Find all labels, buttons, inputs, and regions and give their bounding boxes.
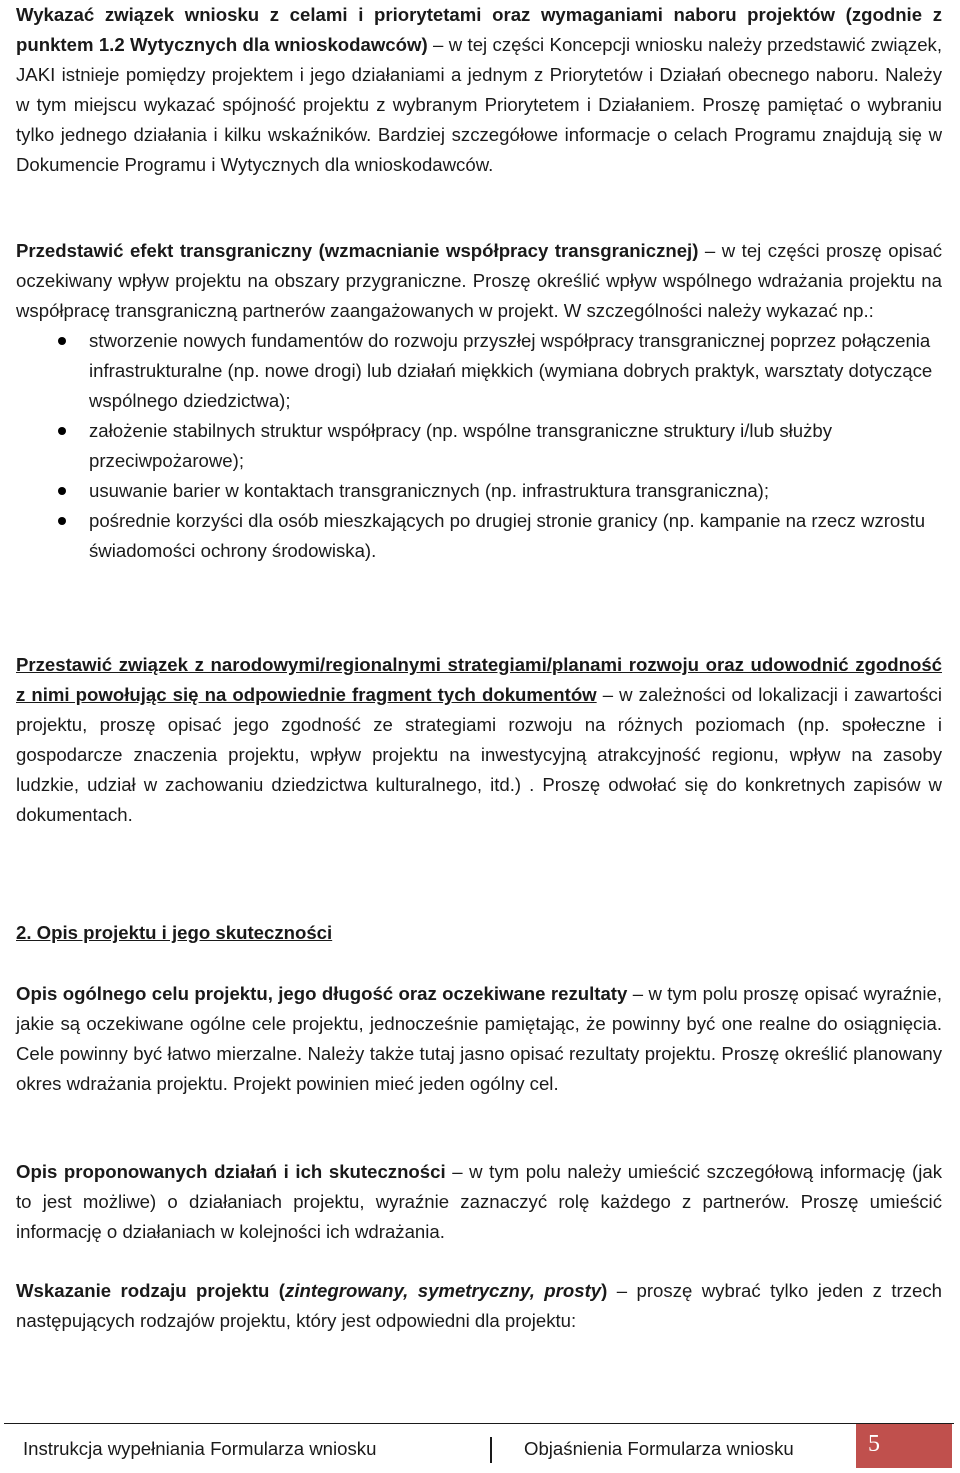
section-strategies-paragraph	[16, 650, 942, 830]
list-item: pośrednie korzyści dla osób mieszkających po drugiej stronie granicy (np. kampanie na rzecz wzrostu świadomości ochrony środowiska).	[16, 506, 942, 566]
section-strategies	[16, 650, 942, 830]
section-activities-text: – w tym polu należy umieścić szczegółową informację (jak to jest możliwe) o działaniach projektu, wyraźnie zaznaczyć rolę każdego z partnerów. Proszę umieścić informację o działaniach w kolejności ich wdrażania.	[16, 1161, 943, 1242]
section-goal-paragraph	[16, 979, 942, 1099]
section-project-type-italic: zintegrowany, symetryczny, prosty	[285, 1280, 602, 1301]
section-strategies-lead: Przestawić związek z narodowymi/regionalnymi strategiami/planami rozwoju oraz udowodnić zgodność z nimi powołując się na odpowiednie fragment tych dokumentów	[16, 654, 942, 705]
section-project-type-text: – proszę wybrać tylko jeden z trzech następujących rodzajów projektu, który jest odpowiedni dla projektu:	[16, 1280, 943, 1331]
section-crossborder-paragraph	[16, 236, 942, 326]
section-project-type	[16, 1276, 942, 1336]
section-objectives-lead: Wykazać związek wniosku z celami i priorytetami oraz wymaganiami naboru projektów (zgodnie z punktem 1.2 Wytycznych dla wnioskodawców)	[16, 4, 942, 55]
section-strategies-text: – w zależności od lokalizacji i zawartości projektu, proszę opisać jego zgodność ze strategiami rozwoju na różnych poziomach (np. społeczne i gospodarcze znaczenia projektu, wpływ projektu na inwestycyjną atrakcyjność regionu, wpływ na zasoby ludzkie, udział w zachowaniu dziedzictwa kulturalnego, itd.) . Proszę odwołać się do konkretnych zapisów w dokumentach.	[16, 684, 942, 825]
page-footer	[0, 1423, 960, 1473]
section-activities-lead: Opis proponowanych działań i ich skuteczności	[16, 1161, 446, 1182]
section-goal-lead: Opis ogólnego celu projektu, jego długość oraz oczekiwane rezultaty	[16, 983, 628, 1004]
section-objectives	[16, 0, 942, 180]
list-item: stworzenie nowych fundamentów do rozwoju przyszłej współpracy transgranicznej poprzez połączenia infrastrukturalne (np. nowe drogi) lub działań miękkich (wymiana dobrych praktyk, warsztaty dotyczące wspólnego dziedzictwa);	[16, 326, 942, 416]
footer-divider	[4, 1423, 954, 1424]
footer-left-title: Instrukcja wypełniania Formularza wniosku	[23, 1438, 377, 1459]
section-crossborder-lead: Przedstawić efekt transgraniczny (wzmacnianie współpracy transgranicznej)	[16, 240, 699, 261]
footer-separator	[490, 1437, 492, 1463]
footer-right-title: Objaśnienia Formularza wniosku	[524, 1438, 794, 1459]
section-objectives-paragraph	[16, 0, 942, 180]
section-crossborder-text: – w tej części proszę opisać oczekiwany wpływ projektu na obszary przygraniczne. Proszę określić wpływ wspólnego wdrażania projektu na współpracę transgraniczną partnerów zaangażowanych w projekt. W szczególności należy wykazać np.:	[16, 240, 942, 321]
section-goal-text: – w tym polu proszę opisać wyraźnie, jakie są oczekiwane ogólne cele projektu, jednocześnie pamiętając, że powinny być one realne do osiągnięcia. Cele powinny być łatwo mierzalne. Należy także tutaj jasno opisać rezultaty projektu. Proszę określić planowany okres wdrażania projektu. Projekt powinien mieć jeden ogólny cel.	[16, 983, 943, 1094]
page-number: 5	[856, 1424, 952, 1468]
list-item: założenie stabilnych struktur współpracy (np. wspólne transgraniczne struktury i/lub służby przeciwpożarowe);	[16, 416, 942, 476]
section-objectives-text: – w tej części Koncepcji wniosku należy przedstawić związek, JAKI istnieje pomiędzy projektem i jego działaniami a jednym z Priorytetów i Działań obecnego naboru. Należy w tym miejscu wykazać spójność projektu z wybranym Priorytetem i Działaniem. Proszę pamiętać o wybraniu tylko jednego działania i kilku wskaźników. Bardziej szczegółowe informacje o celach Programu znajdują się w Dokumencie Programu i Wytycznych dla wnioskodawców.	[16, 34, 942, 175]
crossborder-bullet-list	[16, 326, 942, 566]
section-activities-paragraph	[16, 1157, 942, 1247]
section-project-type-lead: Wskazanie rodzaju projektu (	[16, 1280, 286, 1301]
section-crossborder	[16, 236, 942, 566]
section-heading-2	[16, 918, 942, 948]
section-project-type-close: )	[601, 1280, 608, 1301]
section-goal	[16, 979, 942, 1099]
section-heading: 2. Opis projektu i jego skuteczności	[16, 922, 333, 943]
section-project-type-paragraph	[16, 1276, 942, 1336]
list-item: usuwanie barier w kontaktach transgranicznych (np. infrastruktura transgraniczna);	[16, 476, 942, 506]
section-activities	[16, 1157, 942, 1247]
